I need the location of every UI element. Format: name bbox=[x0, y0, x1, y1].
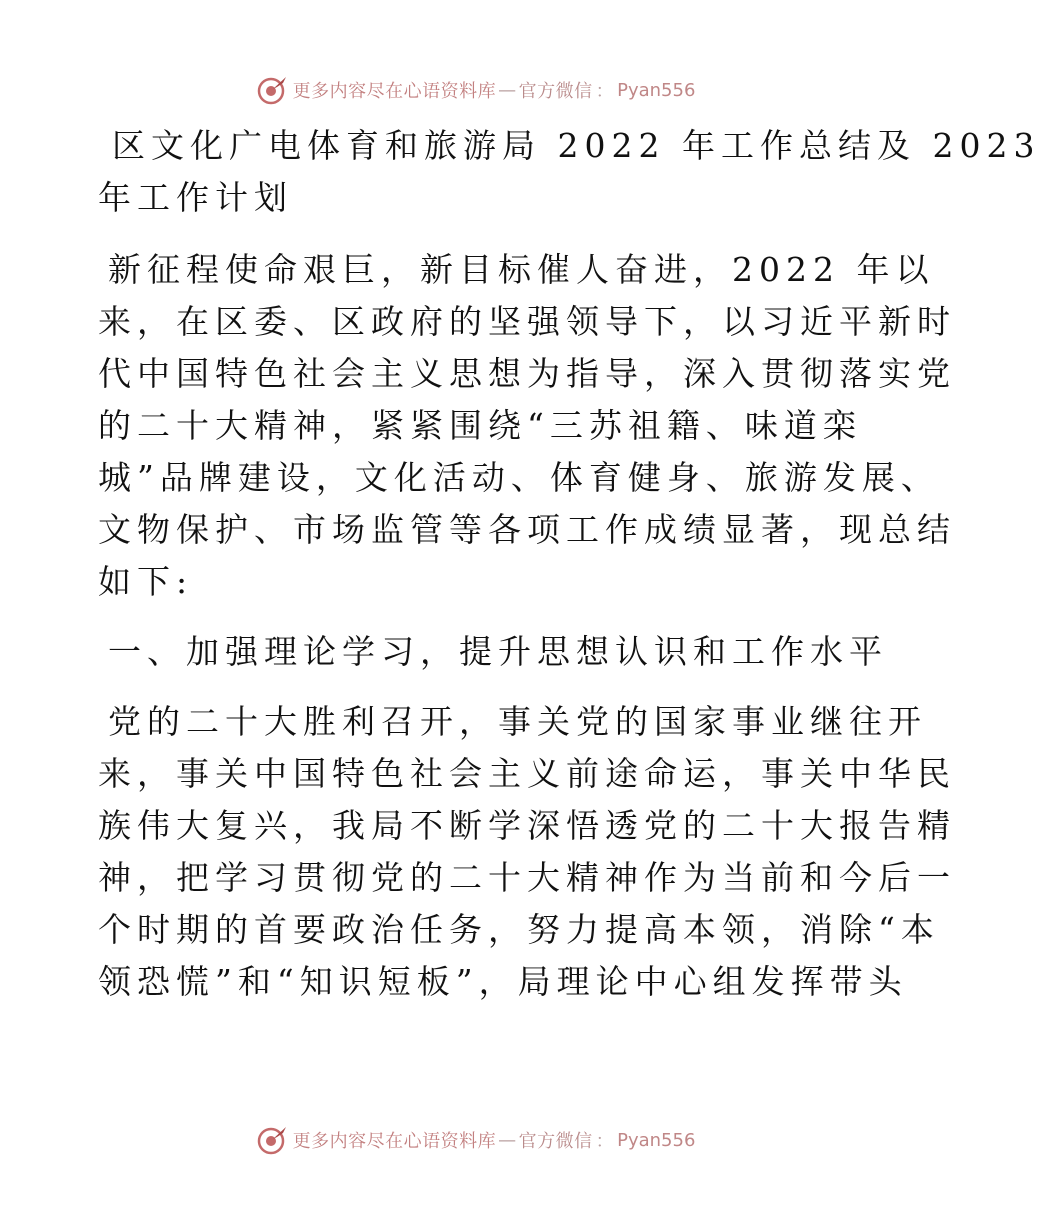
section-heading: 一、加强理论学习，提升思想认识和工作水平 bbox=[108, 632, 888, 671]
watermark-wechat-id: Pyan556 bbox=[617, 79, 696, 101]
brand-logo-icon bbox=[255, 1123, 289, 1157]
paragraph-line: 领恐慌”和“知识短板”，局理论中心组发挥带头 bbox=[98, 962, 908, 1001]
watermark-wechat-id: Pyan556 bbox=[617, 1129, 696, 1151]
watermark-brand-text: 更多内容尽在心语资料库 bbox=[292, 1131, 497, 1152]
title-line: 区文化广电体育和旅游局 2022 年工作总结及 2023 bbox=[112, 126, 1040, 165]
paragraph-line: 族伟大复兴，我局不断学深悟透党的二十大报告精 bbox=[98, 806, 956, 845]
paragraph-line: 代中国特色社会主义思想为指导，深入贯彻落实党 bbox=[98, 354, 956, 393]
paragraph-line: 如下: bbox=[98, 562, 194, 601]
title-line: 年工作计划 bbox=[98, 178, 293, 217]
paragraph-line: 的二十大精神，紧紧围绕“三苏祖籍、味道栾 bbox=[98, 406, 862, 445]
watermark-separator: ： bbox=[595, 81, 615, 102]
paragraph-line: 来，事关中国特色社会主义前途命运，事关中华民 bbox=[98, 754, 956, 793]
paragraph-line: 个时期的首要政治任务，努力提高本领，消除“本 bbox=[98, 910, 940, 949]
paragraph-line: 来，在区委、区政府的坚强领导下，以习近平新时 bbox=[98, 302, 956, 341]
watermark-dash: — bbox=[498, 1129, 517, 1151]
brand-logo-icon bbox=[255, 73, 289, 107]
header-watermark bbox=[0, 70, 950, 110]
paragraph-line: 神，把学习贯彻党的二十大精神作为当前和今后一 bbox=[98, 858, 956, 897]
watermark-label: 官方微信 bbox=[518, 1131, 593, 1152]
watermark-brand-text: 更多内容尽在心语资料库 bbox=[292, 81, 497, 102]
paragraph-line: 文物保护、市场监管等各项工作成绩显著，现总结 bbox=[98, 510, 956, 549]
watermark-dash: — bbox=[498, 79, 517, 101]
paragraph-line: 城”品牌建设，文化活动、体育健身、旅游发展、 bbox=[98, 458, 940, 497]
section-paragraph bbox=[98, 696, 956, 1008]
intro-paragraph bbox=[98, 244, 956, 608]
paragraph-line: 党的二十大胜利召开，事关党的国家事业继往开 bbox=[108, 702, 927, 741]
watermark-label: 官方微信 bbox=[518, 81, 593, 102]
document-body bbox=[98, 120, 1040, 1008]
footer-watermark bbox=[0, 1120, 950, 1160]
paragraph-line: 新征程使命艰巨，新目标催人奋进，2022 年以 bbox=[108, 250, 935, 289]
watermark-separator: ： bbox=[595, 1131, 615, 1152]
document-title bbox=[98, 120, 1040, 224]
